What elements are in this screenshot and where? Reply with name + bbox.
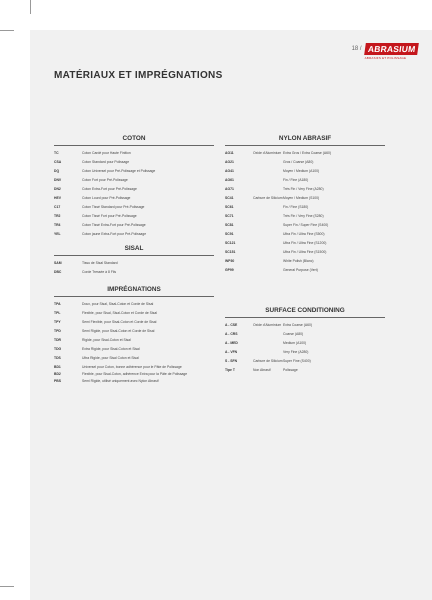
- table-row: [54, 205, 214, 209]
- table-row: [54, 232, 214, 236]
- section-title: NYLON ABRASIF: [225, 134, 385, 146]
- table-row: [54, 372, 214, 376]
- table-row: [225, 368, 385, 372]
- product-code: DQ: [54, 169, 60, 173]
- grit-description: Extra Coarse (A60): [283, 323, 313, 328]
- abrasive-material: [253, 160, 283, 164]
- product-description: Flexible, pour Sisal-Coton, adhérence Extra pour la Pâte de Polissage: [82, 371, 188, 376]
- table-row: [225, 205, 385, 209]
- table-row: [225, 359, 385, 363]
- product-code: BD2: [54, 371, 61, 376]
- spec-section: [54, 285, 214, 383]
- grit-description: Fin / Fine (S180): [283, 205, 309, 209]
- table-row: [225, 196, 385, 200]
- table-row: [225, 350, 385, 354]
- grit-description: Gros / Coarse (A80): [283, 160, 314, 164]
- product-code: TPD: [54, 328, 61, 333]
- section-title: SISAL: [54, 244, 214, 256]
- grit-description: Very Fine (A280): [283, 350, 309, 355]
- product-code: TC: [54, 151, 59, 155]
- product-description: Semi Flexible, pour Sisal-Coton et Corde de Sisal: [82, 319, 157, 324]
- table-row: [54, 196, 214, 200]
- right-column: [225, 134, 385, 377]
- product-code: DN2: [54, 187, 61, 191]
- product-code: TPL: [54, 310, 61, 315]
- table-row: [54, 214, 214, 218]
- product-description: Coton Cardé pour Haute Finition: [82, 151, 131, 155]
- table-row: [225, 160, 385, 164]
- product-code: TPA: [54, 301, 61, 306]
- product-code: PBS: [54, 378, 61, 383]
- abrasive-material: Non Abrasif: [253, 368, 271, 373]
- spec-section: [225, 306, 385, 372]
- table-row: [225, 250, 385, 254]
- table-row: [225, 323, 385, 327]
- table-row: [225, 232, 385, 236]
- table-row: [54, 320, 214, 324]
- abrasive-material: [253, 341, 283, 345]
- product-code: A - CRS: [225, 332, 238, 337]
- abrasive-material: [253, 259, 283, 263]
- table-row: [225, 178, 385, 182]
- abrasive-material: [253, 205, 283, 209]
- grit-description: Fin / Fine (A180): [283, 178, 309, 182]
- grit-description: Moyen / Medium (A100): [283, 169, 320, 173]
- product-code: C17: [54, 205, 61, 209]
- product-code: DBC: [54, 270, 62, 275]
- product-description: Coton Universel pour Pré-Polissage et Polissage: [82, 169, 156, 173]
- table-row: [225, 187, 385, 191]
- spec-section: [225, 134, 385, 272]
- product-code: S - SFN: [225, 359, 238, 364]
- table-row: [225, 214, 385, 218]
- abrasive-material: Oxide d'Aluminium: [253, 323, 282, 328]
- section-title: COTON: [54, 134, 214, 146]
- product-code: SC71: [225, 214, 234, 218]
- product-description: Tissu de Sisal Standard: [82, 261, 118, 266]
- product-description: Doux, pour Sisal, Sisal-Coton et Corde de Sisal: [82, 301, 154, 306]
- product-code: TPY: [54, 319, 61, 324]
- table-row: [225, 223, 385, 227]
- grit-description: Ultra Fin / Ultra Fine (S1500): [283, 250, 327, 254]
- product-description: Semi Rigide, utilisé uniquement avec Nylon Abrasif: [82, 378, 159, 383]
- abrasive-material: Carbure de Silicium: [253, 196, 283, 200]
- abrasive-material: [253, 169, 283, 173]
- product-code: SC81: [225, 223, 234, 227]
- section-title: SURFACE CONDITIONING: [225, 306, 385, 318]
- product-description: Coton Lourd pour Pré-Polissage: [82, 196, 131, 200]
- product-description: Semi Rigide, pour Sisal-Coton et Corde de Sisal: [82, 328, 155, 333]
- grit-description: Medium (A100): [283, 341, 307, 346]
- table-row: [54, 169, 214, 173]
- product-description: Coton Tissé Fort pour Pré-Polissage: [82, 214, 137, 218]
- table-row: [54, 379, 214, 383]
- product-code: SAM: [54, 261, 62, 266]
- table-row: [54, 187, 214, 191]
- product-code: TDR: [54, 337, 61, 342]
- product-description: Corde Tressée à 8 Fils: [82, 270, 117, 275]
- product-description: Ultra Rigide, pour Sisal Coton et Sisal: [82, 355, 139, 360]
- grit-description: Coarse (A80): [283, 332, 304, 337]
- table-row: [225, 259, 385, 263]
- page-header: [352, 43, 418, 60]
- abrasive-material: [253, 214, 283, 218]
- product-code: SC91: [225, 232, 234, 236]
- grit-description: Ultra Fin / Ultra Fine (S500): [283, 232, 325, 236]
- product-description: Coton Standard pour Polissage: [82, 160, 130, 164]
- page-number: 18 /: [351, 46, 362, 52]
- table-row: [54, 329, 214, 333]
- product-code: SC121: [225, 241, 236, 245]
- table-row: [225, 169, 385, 173]
- left-column: [54, 134, 214, 388]
- grit-description: Très Fin / Very Fine (S280): [283, 214, 324, 218]
- product-code: A - CSE: [225, 323, 238, 328]
- catalog-page: [30, 30, 432, 600]
- product-code: TR2: [54, 214, 61, 218]
- abrasive-material: [253, 268, 283, 272]
- abrasive-material: [253, 241, 283, 245]
- product-code: WP30: [225, 259, 235, 263]
- table-row: [54, 338, 214, 342]
- table-row: [225, 268, 385, 272]
- table-row: [54, 302, 214, 306]
- product-code: SC151: [225, 250, 236, 254]
- page-title: MATÉRIAUX ET IMPRÉGNATIONS: [54, 70, 223, 81]
- product-description: Coton jaune Extra-Fort pour Pré-Polissage: [82, 232, 147, 236]
- table-row: [225, 341, 385, 345]
- product-code: TDG: [54, 346, 62, 351]
- product-description: Flexible, pour Sisal, Sisal-Coton et Corde de Sisal: [82, 310, 158, 315]
- grit-description: Très Fin / Very Fine (A280): [283, 187, 324, 191]
- grit-description: Ultra Fin / Ultra Fine (S1200): [283, 241, 327, 245]
- abrasive-material: [253, 223, 283, 227]
- product-description: Coton Extra-Fort pour Pré-Polissage: [82, 187, 137, 191]
- table-row: [54, 311, 214, 315]
- product-code: Tipe T: [225, 368, 235, 373]
- spec-section: [54, 244, 214, 274]
- product-code: CSA: [54, 160, 62, 164]
- grit-description: Moyen / Medium (S100): [283, 196, 320, 200]
- table-row: [54, 365, 214, 369]
- grit-description: General Purpose (Vert): [283, 268, 318, 272]
- abrasive-material: [253, 232, 283, 236]
- product-code: AO41: [225, 169, 234, 173]
- product-code: AO11: [225, 151, 234, 155]
- product-code: GP99: [225, 268, 234, 272]
- product-description: Extra Rigide, pour Sisal-Coton et Sisal: [82, 346, 140, 351]
- product-code: HEV: [54, 196, 61, 200]
- product-code: A - VFN: [225, 350, 238, 355]
- product-description: Coton Fort pour Pré-Polissage: [82, 178, 128, 182]
- product-code: DNV: [54, 178, 62, 182]
- abrasive-material: [253, 187, 283, 191]
- table-row: [54, 223, 214, 227]
- table-row: [225, 151, 385, 155]
- abrasive-material: [253, 178, 283, 182]
- product-code: YEL: [54, 232, 61, 236]
- table-row: [54, 270, 214, 274]
- table-row: [225, 241, 385, 245]
- grit-description: Polissage: [283, 368, 298, 373]
- product-code: BD1: [54, 364, 61, 369]
- logo-tagline: ABRASIFS ET POLISSAGE: [364, 56, 407, 60]
- table-row: [225, 332, 385, 336]
- grit-description: Super Fine (S400): [283, 359, 311, 364]
- product-code: AO21: [225, 160, 234, 164]
- grit-description: Extra Gros / Extra Coarse (A60): [283, 151, 332, 155]
- abrasive-material: Carbure de Silicium: [253, 359, 283, 364]
- product-code: AO61: [225, 178, 234, 182]
- product-description: Universel pour Coton, bonne adhérence pour le Pâte de Polissage: [82, 364, 182, 369]
- section-title: IMPRÉGNATIONS: [54, 285, 214, 297]
- table-row: [54, 160, 214, 164]
- grit-description: White Polish (Blanc): [283, 259, 314, 263]
- abrasive-material: Oxide d'Aluminium: [253, 151, 282, 155]
- abrasive-material: [253, 332, 283, 336]
- product-code: TDS: [54, 355, 61, 360]
- brand-logo: [365, 43, 418, 60]
- abrasive-material: [253, 250, 283, 254]
- logo-text: ABRASIUM: [364, 43, 419, 55]
- spec-section: [54, 134, 214, 236]
- abrasive-material: [253, 350, 283, 354]
- table-row: [54, 347, 214, 351]
- product-code: SC41: [225, 196, 234, 200]
- product-description: Rigide, pour Sisal-Coton et Sisal: [82, 337, 131, 342]
- table-row: [54, 151, 214, 155]
- product-description: Coton Tissé Standard pour Pré-Polissage: [82, 205, 145, 209]
- product-description: Coton Tissé Extra-Fort pour Pré-Polissage: [82, 223, 146, 227]
- table-row: [54, 261, 214, 265]
- table-row: [54, 178, 214, 182]
- product-code: SC61: [225, 205, 234, 209]
- grit-description: Super Fin / Super Fine (S400): [283, 223, 329, 227]
- table-row: [54, 356, 214, 360]
- product-code: TR4: [54, 223, 61, 227]
- product-code: A - MED: [225, 341, 238, 346]
- product-code: AO71: [225, 187, 234, 191]
